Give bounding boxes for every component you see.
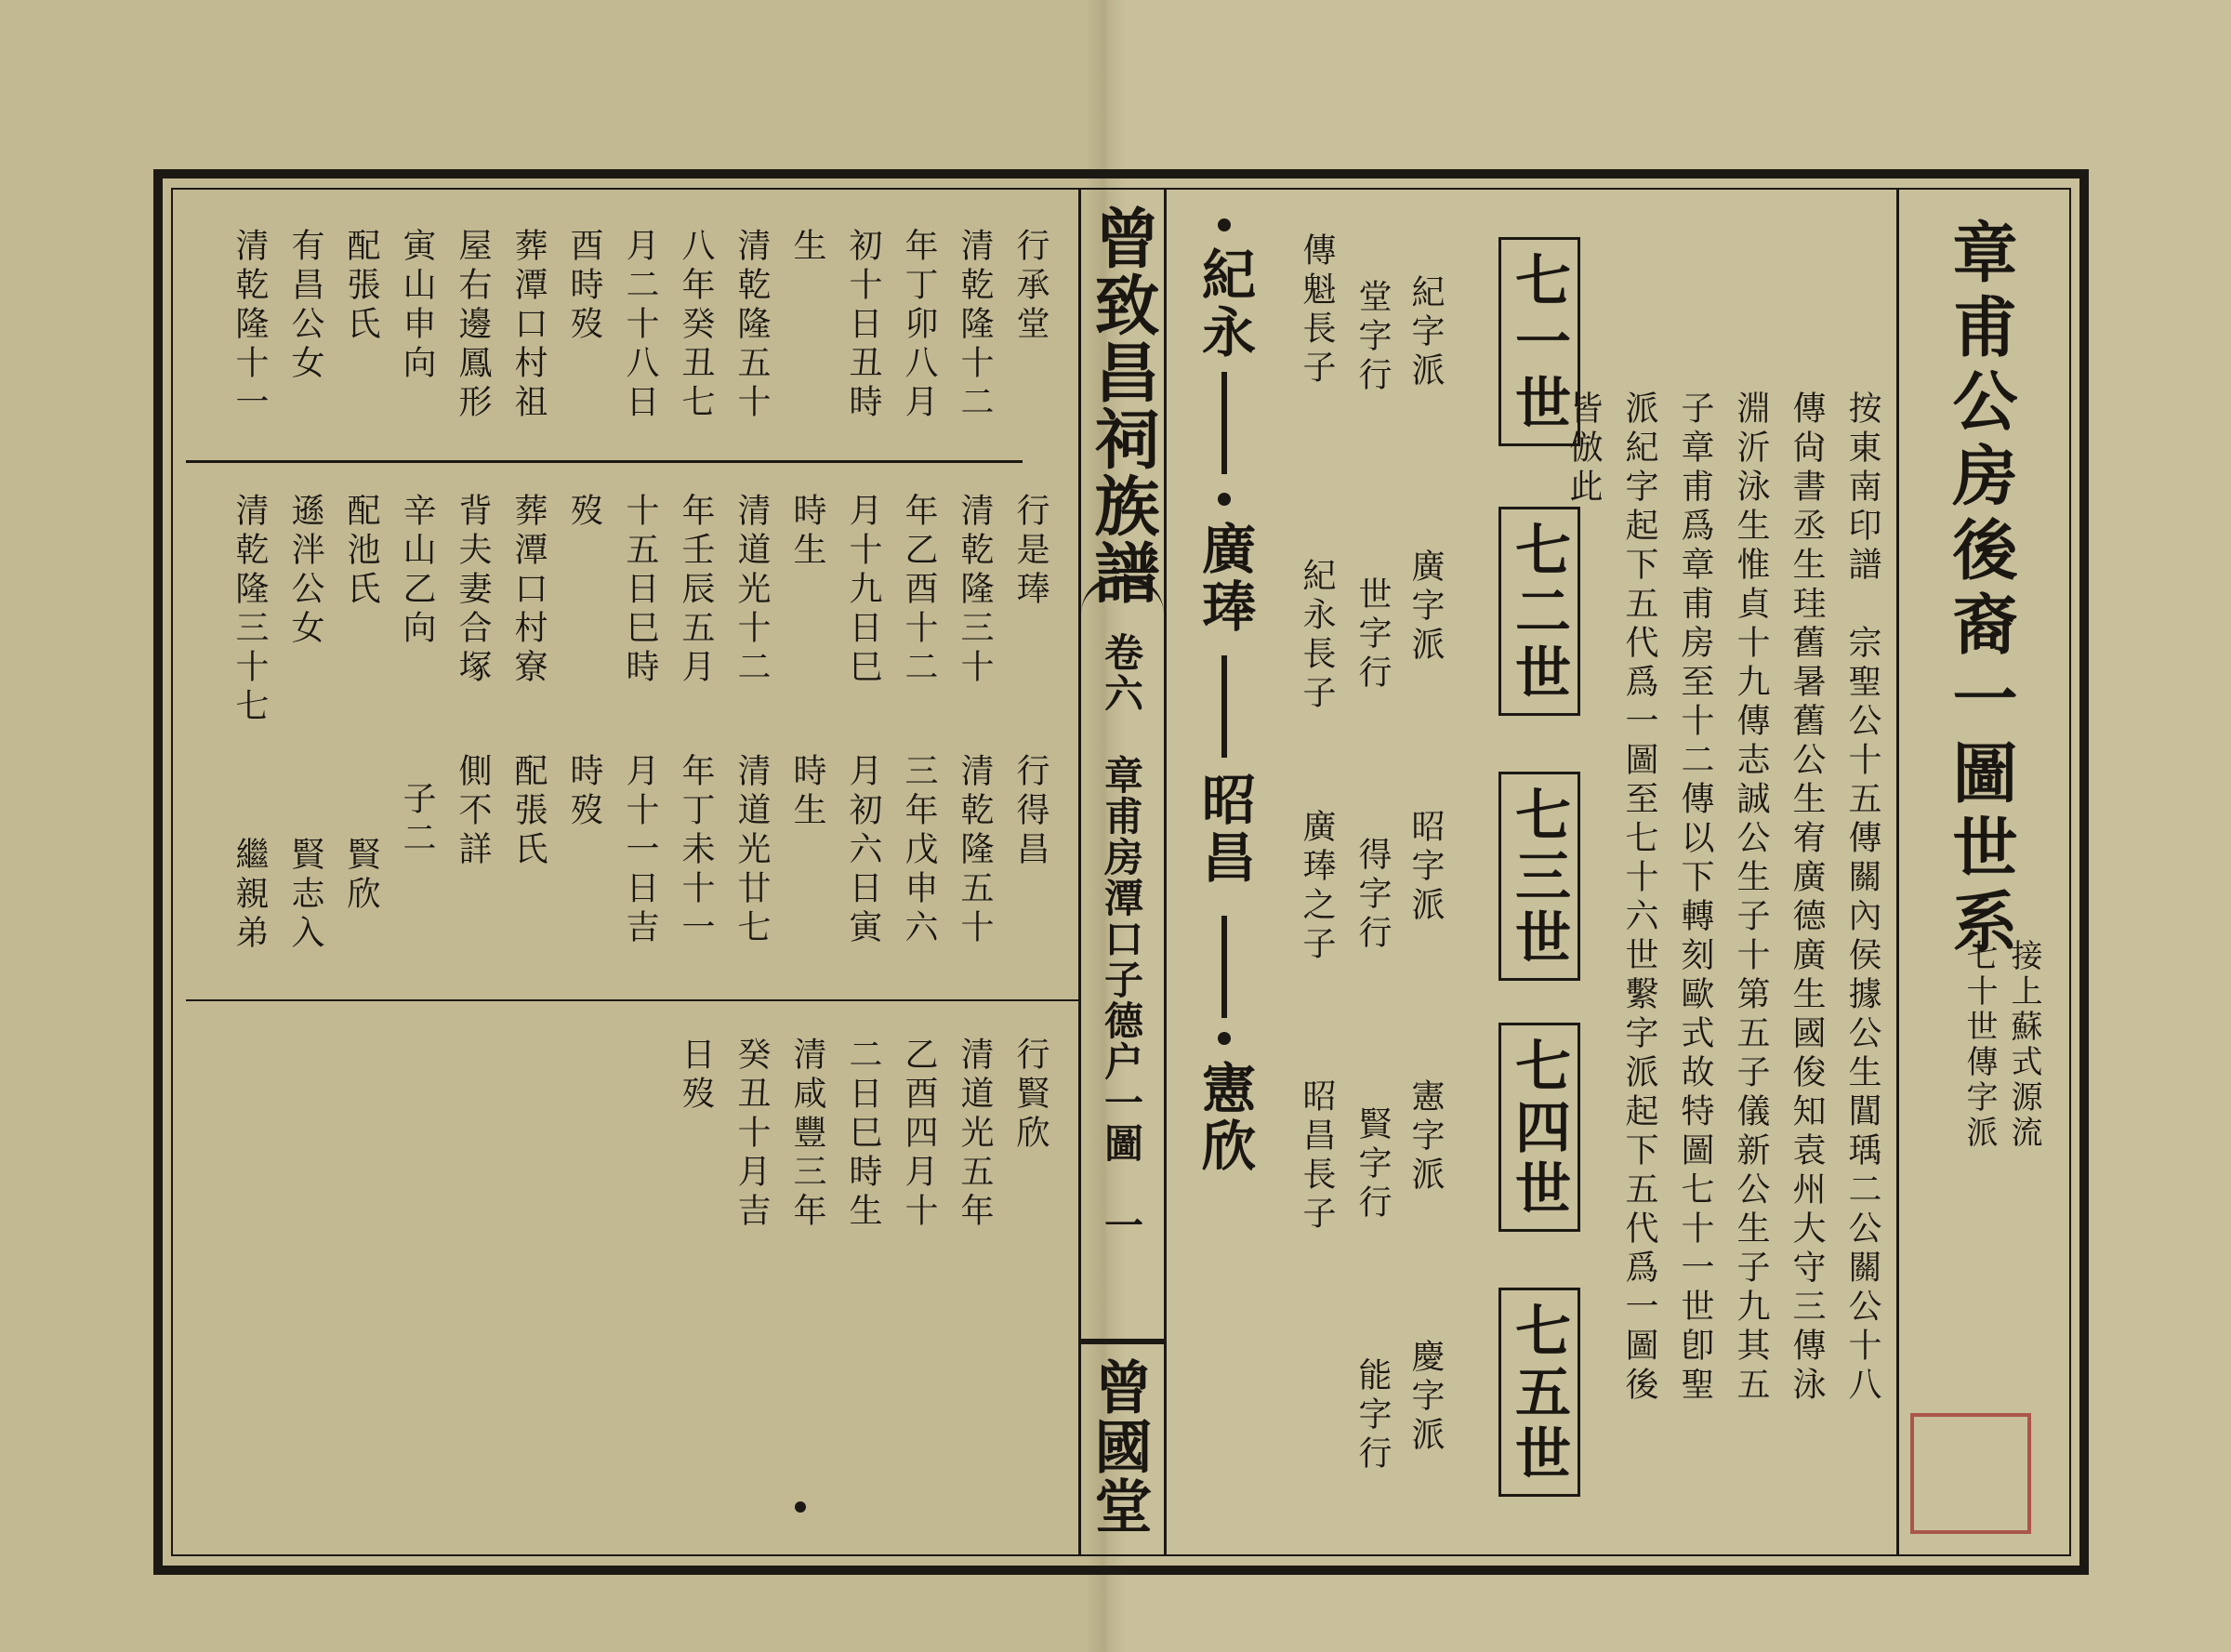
lineage-node: [1218, 1032, 1231, 1045]
lineage-name: 憲欣: [1193, 1060, 1256, 1175]
lineage-node: [1218, 218, 1231, 231]
lineage-name: 廣琫: [1193, 521, 1256, 636]
lineage-name: 紀永: [1193, 246, 1256, 362]
title-note-2: 七十世傳字派: [1960, 939, 1998, 1151]
generation-box: 七二世: [1498, 507, 1580, 716]
lineage-name: 昭昌: [1193, 772, 1256, 887]
pai-label: 廣字派: [1406, 548, 1445, 666]
title-divider: [1896, 188, 1899, 1556]
title-note-1: 接上蘇式源流: [2005, 939, 2042, 1151]
preface-line: 派紀字起下五代爲一圖至七十六世繫字派起下五代爲一圖後: [1620, 390, 1658, 1406]
lineage-connector: [1221, 655, 1227, 758]
spine-line-right: [1164, 188, 1167, 1556]
pai-label: 慶字派: [1406, 1339, 1445, 1456]
note-label: 廣琫之子: [1298, 809, 1336, 965]
generation-box: 七四世: [1498, 1023, 1580, 1232]
preface-line: 皆倣此: [1564, 390, 1603, 508]
note-label: 傳魁長子: [1298, 232, 1336, 389]
hang-label: 能字行: [1353, 1357, 1392, 1474]
preface-line: 傳尙書丞生珪舊暑舊公生宥廣德廣生國俊知袁州大守三傳泳: [1788, 390, 1826, 1406]
preface-line: 按東南印譜 宗聖公十五傳關內侯據公生閶瑀二公關公十八: [1843, 390, 1881, 1406]
note-label: 昭昌長子: [1298, 1078, 1336, 1235]
row-divider: [186, 999, 1078, 1001]
lineage-connector: [1221, 916, 1227, 1018]
hang-label: 堂字行: [1353, 279, 1392, 396]
generation-box: 七三世: [1498, 772, 1580, 981]
spine-line-left: [1078, 188, 1081, 1556]
pai-label: 憲字派: [1406, 1078, 1445, 1196]
pai-label: 昭字派: [1406, 809, 1445, 926]
pai-label: 紀字派: [1406, 274, 1445, 391]
spine-title: 曾致昌祠族譜: [1084, 205, 1161, 606]
preface-line: 淵沂泳生惟貞十九傳志誠公生子十第五子儀新公生子九其五: [1732, 390, 1770, 1406]
generation-box: 七五世: [1498, 1288, 1580, 1497]
lineage-node: [1218, 493, 1231, 506]
preface-line: 子章甫爲章甫房至十二傳以下轉刻歐式故特圖七十一世卽聖: [1676, 390, 1714, 1406]
row-divider: [186, 460, 1023, 463]
ink-spot: [795, 1501, 806, 1513]
note-label: 紀永長子: [1298, 558, 1336, 714]
genealogy-spread: 章甫公房後裔一圖世系 接上蘇式源流 七十世傳字派 按東南印譜 宗聖公十五傳關內侯據公生閶瑀二公關公十八 傳尙書丞生珪舊暑舊公生宥廣德廣生國俊知袁州大守三傳泳 淵沂泳生惟貞十九傳志誠公生子十第五子儀新公生子九其五 子章甫爲章甫房至十二傳以下轉刻歐式故特圖七十一世卽聖 派紀字起下五代爲一圖至七十六世繫字派起下五代爲一圖後 皆倣此 七一世 七二世 七三世 七四世 七五世 紀字派 堂字行 傳魁長子 廣字派 世字行 紀永長子 昭字派 得字行 廣琫之子 憲字派 賢字行 昭昌長子 慶字派 能字行 紀永 廣琫 昭昌 憲欣 曾致昌祠族譜 卷六 章甫房潭口子德户一圖 一 曾國堂 行承堂 清乾隆十二 年丁卯八月 初十日丑時 生 清乾隆五十 八年癸丑七 月二十八日 酉時歿 葬潭口村祖 屋右邊鳳形 寅山申向 配張氏 有昌公女 清乾隆十一 行是琫 清乾隆三十 年乙酉十二 月十九日巳 時生 清道光十二 年壬辰五月 十五日巳時 歿 葬潭口村寮 背夫妻合塚 辛山乙向 配池氏 遜泮公女 清乾隆三十七 行得昌 清乾隆五十 三年戊申六 月初六日寅 時生 清道光廿七 年丁未十一 月十一日吉 時歿 配張氏 側不詳 子二 賢欣 賢志入 繼親弟 行賢欣 清道光五年 乙酉四月十 二日巳時生 清咸豐三年 癸丑十月吉 日歿: [0, 0, 2231, 1652]
red-seal-stamp: [1910, 1413, 2031, 1534]
lineage-connector: [1221, 372, 1227, 474]
hang-label: 世字行: [1353, 576, 1392, 694]
hang-label: 賢字行: [1353, 1106, 1392, 1223]
hang-label: 得字行: [1353, 837, 1392, 954]
spine-volume: 卷六 章甫房潭口子德户一圖 一: [1099, 632, 1144, 1246]
spine-hall: 曾國堂: [1085, 1357, 1153, 1536]
spine-rule: [1081, 1339, 1164, 1344]
generation-box: 七一世: [1498, 237, 1580, 446]
page-title: 章甫公房後裔一圖世系: [1942, 218, 2019, 962]
